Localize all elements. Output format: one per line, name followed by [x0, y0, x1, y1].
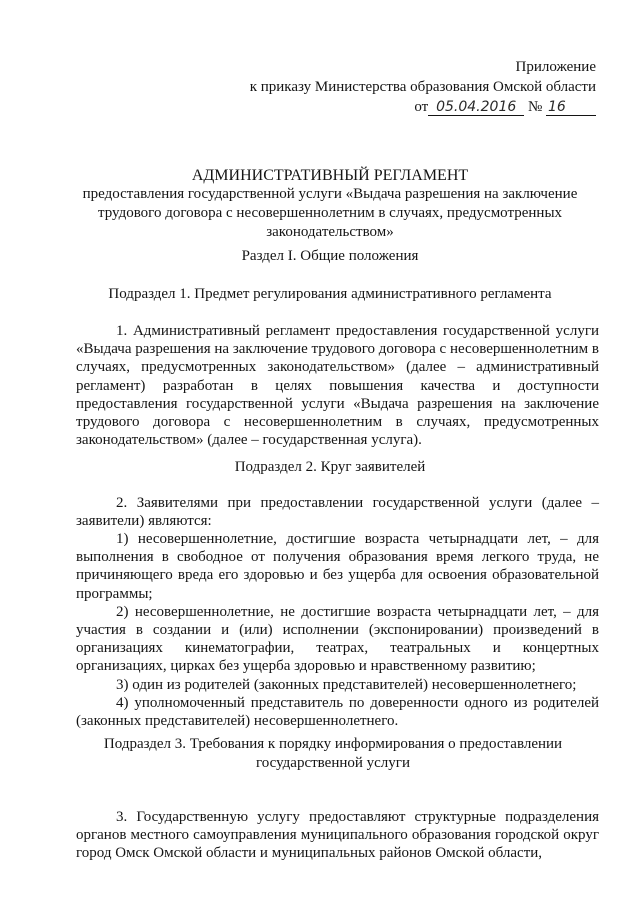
order-date-number: [414, 97, 596, 117]
document-subtitle: предоставления государственной услуги «Выдача разрешения на заключение трудового договора с несовершеннолетним в случаях, предусмотренных законодательством»: [82, 186, 578, 240]
order-reference: к приказу Министерства образования Омской области: [249, 79, 596, 95]
date-prefix: от: [414, 99, 429, 115]
list-item: 2) несовершеннолетние, не достигшие возраста четырнадцати лет, – для участия в создании и (или) исполнении (экспонировании) произведений в организациях кинематографии, театрах, театральных и концертных организациях, цирках без ущерба здоровью и нравственному развитию;: [76, 603, 599, 675]
number-prefix: №: [527, 99, 543, 115]
section-1-heading: Раздел I. Общие положения: [241, 248, 419, 264]
subsection-1-heading: Подраздел 1. Предмет регулирования административного регламента: [108, 286, 552, 302]
list-item: 3) один из родителей (законных представителей) несовершеннолетнего;: [116, 676, 577, 693]
applicants-list: [76, 530, 599, 730]
document-title: АДМИНИСТРАТИВНЫЙ РЕГЛАМЕНТ: [191, 167, 469, 184]
appendix-label: Приложение: [515, 59, 596, 75]
handwritten-number: 16: [546, 100, 596, 116]
paragraph-2: 2. Заявителями при предоставлении государственной услуги (далее – заявители) являются:: [76, 495, 599, 530]
list-item: 4) уполномоченный представитель по доверенности одного из родителей (законных представителей) несовершеннолетнего.: [76, 694, 599, 730]
subsection-3-heading: Подраздел 3. Требования к порядку информирования о предоставлении государственной услуги: [103, 736, 563, 771]
paragraph-3: 3. Государственную услугу предоставляют структурные подразделения органов местного самоуправления муниципального образования городской округ город Омск Омской области и муниципальных районов Омской области,: [76, 809, 599, 862]
handwritten-date: 05.04.2016: [428, 100, 524, 116]
paragraph-1: 1. Административный регламент предоставления государственной услуги «Выдача разрешения на заключение трудового договора с несовершеннолетним в случаях, предусмотренных законодательством» (далее – административный регламент) разработан в целях повышения качества и доступности предоставления государственной услуги «Выдача разрешения на заключение трудового договора с несовершеннолетним в случаях, предусмотренных законодательством» (далее – государственная услуга).: [76, 323, 599, 449]
list-item: 1) несовершеннолетние, достигшие возраста четырнадцати лет, – для выполнения в свободное от получения образования время легкого труда, не причиняющего вреда его здоровью и без ущерба для освоения образовательной программы;: [76, 531, 599, 602]
subsection-2-heading: Подраздел 2. Круг заявителей: [234, 459, 426, 475]
